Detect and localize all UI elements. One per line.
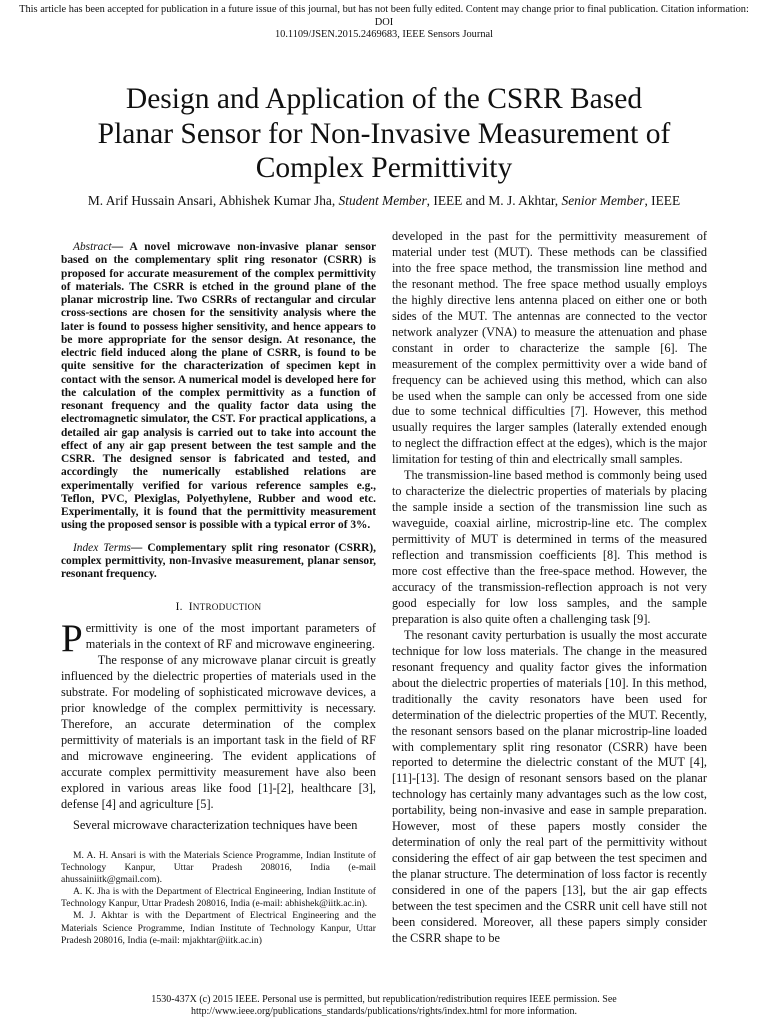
- footnote-2: A. K. Jha is with the Department of Electrical Engineering, Indian Institute of Technology Kanpur, Uttar Pradesh 208016, India (e-mail: abhishek@iitk.ac.in).: [61, 886, 376, 910]
- index-terms-text: — Complementary split ring resonator (CSRR), complex permittivity, non-Invasive measurement, planar sensor, resonant frequency.: [61, 541, 376, 580]
- author-role-student: Student Member: [338, 193, 427, 208]
- abstract-lead: Abstract: [73, 241, 112, 253]
- authors-part-3: , IEEE: [644, 193, 681, 208]
- title-line-2: Planar Sensor for Non-Invasive Measurement of: [97, 117, 671, 150]
- journal-header-notice: [14, 4, 754, 42]
- section-heading-introduction: [61, 600, 376, 614]
- right-column: [392, 229, 707, 947]
- right-paragraph-1: developed in the past for the permittivity measurement of material under test (MUT). These methods can be classified into the free space method, the transmission line method and the resonant method. The free space method usually employs the highly directive lens antenna placed on either one or both sides of the MUT. The antennas are connected to the vector network analyzer (VNA) to measure the attenuation and phase constant in order to characterize the sample [6]. The measurement of the complex permittivity over a wide band of frequency can be achieved using this method, which can also be used when the sample can only be accessed from one side due to some technical difficulties [7]. However, this method usually requires the larger samples (laterally extended enough to neglect the diffraction effect at the edges), which is the major limitation for testing of thin and electrically small samples.: [392, 229, 707, 467]
- right-paragraph-3: The resonant cavity perturbation is usually the most accurate technique for low loss materials. The change in the measured resonant frequency and quality factor gives the information about the dielectric properties of materials [10]. In this method, traditionally the cavity resonators have been used for determination of the dielectric properties of the MUT. Recently, the resonant sensors based on the planar microstrip-line loaded with complementary split ring resonator (CSRR) have been reported to determine the dielectric constant of the MUT [4], [11]-[13]. The design of resonant sensors based on the planar technology has certainly many advantages such as the low cost, portability, being non-invasive and ease in sample preparation. However, most of these papers mostly consider the determination of only the real part of the permittivity without considering the effect of air gap between the test specimen and the planar structure. The determination of loss factor is recently considered in one of the papers [13], but the air gap effects between the test specimen and the CSRR unit cell have still not been considered. Moreover, all these papers simply consider the CSRR shape to be: [392, 627, 707, 945]
- footnote-1: M. A. H. Ansari is with the Materials Science Programme, Indian Institute of Technology Kanpur, Uttar Pradesh 208016, India (e-mail ahussainiitk@gmail.com).: [61, 850, 376, 886]
- intro-paragraph-1-text: ermittivity is one of the most important parameters of materials in the context of RF and microwave engineering.: [85, 621, 376, 652]
- index-terms-lead: Index Terms: [73, 541, 131, 554]
- footnote-3: M. J. Akhtar is with the Department of Electrical Engineering and the Materials Science Programme, Indian Institute of Technology Kanpur, Uttar Pradesh 208016, India (e-mail: mjakhtar@iitk.ac.in): [61, 910, 376, 946]
- intro-paragraph-2: The response of any microwave planar circuit is greatly influenced by the dielectric properties of materials used in the substrate. For modeling of sophisticated microwave devices, a prior knowledge of the complex permittivity is necessary. Therefore, an accurate determination of the complex permittivity of materials is an important task in the field of RF and microwave engineering. The evident applications of accurate complex permittivity measurement have also been explored in various areas like food [1]-[2], healthcare [3], defense [4] and agriculture [5].: [61, 653, 376, 812]
- title-line-1: Design and Application of the CSRR Based: [125, 83, 643, 115]
- authors-part-1: M. Arif Hussain Ansari, Abhishek Kumar Jha,: [87, 193, 339, 208]
- copyright-footer: [20, 994, 748, 1018]
- index-terms: [61, 542, 376, 582]
- header-notice-line-1: This article has been accepted for publication in a future issue of this journal, but has not been fully edited. Content may change prior to final publication. Citation information: DOI: [19, 4, 749, 28]
- footer-line-1: 1530-437X (c) 2015 IEEE. Personal use is permitted, but republication/redistribution requires IEEE permission. See: [151, 994, 617, 1005]
- intro-paragraph-3: Several microwave characterization techniques have been: [73, 818, 358, 833]
- drop-cap: P: [61, 617, 83, 661]
- intro-paragraph-1: [61, 617, 376, 661]
- section-title-rest: NTRODUCTION: [192, 602, 262, 613]
- left-column: [61, 241, 376, 833]
- section-title-first-letter: I: [188, 601, 193, 614]
- author-line: [20, 193, 748, 209]
- header-notice-line-2: 10.1109/JSEN.2015.2469683, IEEE Sensors Journal: [274, 29, 494, 40]
- authors-part-2: , IEEE and M. J. Akhtar,: [426, 193, 562, 208]
- title-line-3: Complex Permittivity: [255, 152, 513, 184]
- author-footnotes: [61, 850, 376, 947]
- right-paragraph-2: The transmission-line based method is commonly being used to characterize the dielectric properties of materials by placing the sample inside a section of the transmission line such as waveguide, coaxial airline, microstrip-line etc. The complex permittivity of MUT is determined in terms of the measured reflection and transmission coefficients [8]. This method is more cost effective than the free-space method. However, the accuracy of the transmission-reflection approach is not very good especially for low loss samples, and the sample preparation is also quite often a challenging task [9].: [392, 468, 707, 626]
- abstract: [61, 241, 376, 533]
- section-numeral: I.: [175, 601, 183, 614]
- author-role-senior: Senior Member: [561, 193, 645, 208]
- paper-title: [60, 82, 708, 186]
- footer-line-2: http://www.ieee.org/publications_standards/publications/rights/index.html for more information.: [190, 1006, 578, 1017]
- abstract-text: — A novel microwave non-invasive planar sensor based on the complementary split ring resonator (CSRR) is proposed for accurate measurement of the complex permittivity of materials. The CSRR is etched in the ground plane of the planar microstrip line. Two CSRRs of rectangular and circular cross-sections are chosen for the sensitivity analysis where the later is found to possess higher sensitivity, and hence appears to be more appropriate for the sensor design. At resonance, the electric field induced along the plane of CSRR, is found to be quite sensitive for the characterization of specimen kept in contact with the sensor. A numerical model is developed here for the calculation of the complex permittivity as a function of resonant frequency and the quality factor data using the electromagnetic simulator, the CST. For practical applications, a detailed air gap analysis is carried out to take into account the effect of any air gap present between the test sample and the CSRR. The designed sensor is fabricated and tested, and accordingly the numerically established relations are experimentally verified for various reference samples e.g., Teflon, PVC, Plexiglas, Polyethylene, Rubber and wood etc. Experimentally, it is found that the permittivity measurement using the proposed sensor is possible with a typical error of 3%.: [61, 241, 376, 532]
